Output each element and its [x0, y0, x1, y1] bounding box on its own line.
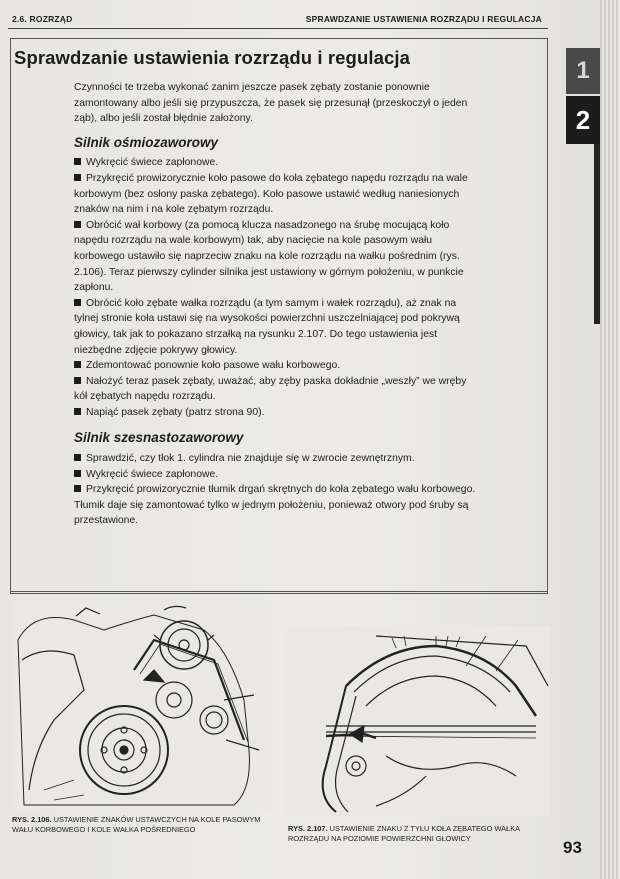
- figure-2-107-camshaft-drawing: [286, 626, 550, 816]
- list-item: Obrócić koło zębate wałka rozrządu (a tym samym i wałek rozrządu), aż znak na tylnej stronie koła ustawi się na wysokości powierzchni uszczelniającej pod pokrywą głowicy, tak jak to pokazano strzałką na rysunku 2.107. Do tego ustawienia jest niezbędne zdjęcie pokrywy głowicy.: [74, 297, 460, 356]
- bullet-square-icon: [74, 377, 81, 384]
- chapter-tab-2: 2: [566, 96, 600, 144]
- bullet-square-icon: [74, 174, 81, 181]
- list-item: Wykręcić świece zapłonowe.: [74, 155, 482, 171]
- bullet-square-icon: [74, 408, 81, 415]
- list-item: Sprawdzić, czy tłok 1. cylindra nie znajduje się w zwrocie zewnętrznym.: [74, 451, 482, 467]
- list-item: Przykręcić prowizorycznie tłumik drgań skrętnych do koła zębatego wału korbowego. Tłumik daje się zamontować tylko w jednym położeniu, ponieważ otwory pod śruby są przestawione.: [74, 484, 476, 527]
- chapter-tab-1: 1: [566, 48, 600, 94]
- list-item: Napiąć pasek zębaty (patrz strona 90).: [74, 405, 482, 421]
- running-head: [12, 14, 542, 28]
- figures-divider: [10, 591, 548, 592]
- main-text: [74, 80, 482, 529]
- section-heading-8v: Silnik ośmiozaworowy: [74, 134, 219, 150]
- bullet-square-icon: [74, 221, 81, 228]
- intro-paragraph: Czynności te trzeba wykonać zanim jeszcze pasek zębaty zostanie ponownie zamontowany albo jeśli się przypuszcza, że pasek się przesunął (przeskoczył o jeden ząb), albo jeśli został błędnie założony.: [74, 82, 468, 125]
- bullet-square-icon: [74, 299, 81, 306]
- running-head-section: 2.6. ROZRZĄD: [12, 14, 73, 24]
- bullet-square-icon: [74, 470, 81, 477]
- header-rule: [8, 28, 548, 29]
- bullet-square-icon: [74, 485, 81, 492]
- running-head-chapter: SPRAWDZANIE USTAWIENIA ROZRZĄDU I REGULACJA: [305, 14, 542, 24]
- section-heading-16v: Silnik szesnastozaworowy: [74, 430, 244, 446]
- list-item: Zdemontować ponownie koło pasowe wału korbowego.: [74, 358, 482, 374]
- bullet-square-icon: [74, 361, 81, 368]
- page-edge: [600, 0, 620, 879]
- page-title: Sprawdzanie ustawienia rozrządu i regulacja: [14, 47, 410, 68]
- bullet-square-icon: [74, 454, 81, 461]
- bullet-square-icon: [74, 158, 81, 165]
- list-item: Nałożyć teraz pasek zębaty, uważać, aby zęby paska dokładnie „weszły” we wręby kół zębatych napędu rozrządu.: [74, 375, 467, 403]
- figure-2-106-caption: RYS. 2.106. USTAWIENIE ZNAKÓW USTAWCZYCH NA KOLE PASOWYM WAŁU KORBOWEGO I KOLE WAŁKA POŚREDNIEGO: [12, 815, 261, 834]
- page-number: 93: [563, 838, 582, 857]
- list-item: Wykręcić świece zapłonowe.: [74, 467, 482, 483]
- list-item: Obrócić wał korbowy (za pomocą klucza nasadzonego na śrubę mocującą koło napędu rozrządu na wale korbowym) tak, aby nacięcie na kole pasowym wału korbowego ustawiło się naprzeciw znaku na kole rozrządu na wałku pośrednim (rys. 2.106). Teraz pierwszy cylinder silnika jest ustawiony w górnym położeniu, w punkcie zapłonu.: [74, 219, 464, 294]
- list-item: Przykręcić prowizorycznie koło pasowe do koła zębatego napędu rozrządu na wale korbowym (bez osłony paska zębatego). Koło pasowe ustawić według naniesionych znaków na nim i na kole zębatym rozrządu.: [74, 172, 468, 216]
- figure-2-107-caption: RYS. 2.107. USTAWIENIE ZNAKU Z TYŁU KOŁA ZĘBATEGO WAŁKA ROZRZĄDU NA POZIOMIE POWIERZCHNI GŁOWICY: [288, 824, 520, 843]
- chapter-tab-strip: [594, 144, 600, 324]
- figure-2-106-engine-drawing: [14, 600, 272, 810]
- figures-area: [10, 600, 550, 810]
